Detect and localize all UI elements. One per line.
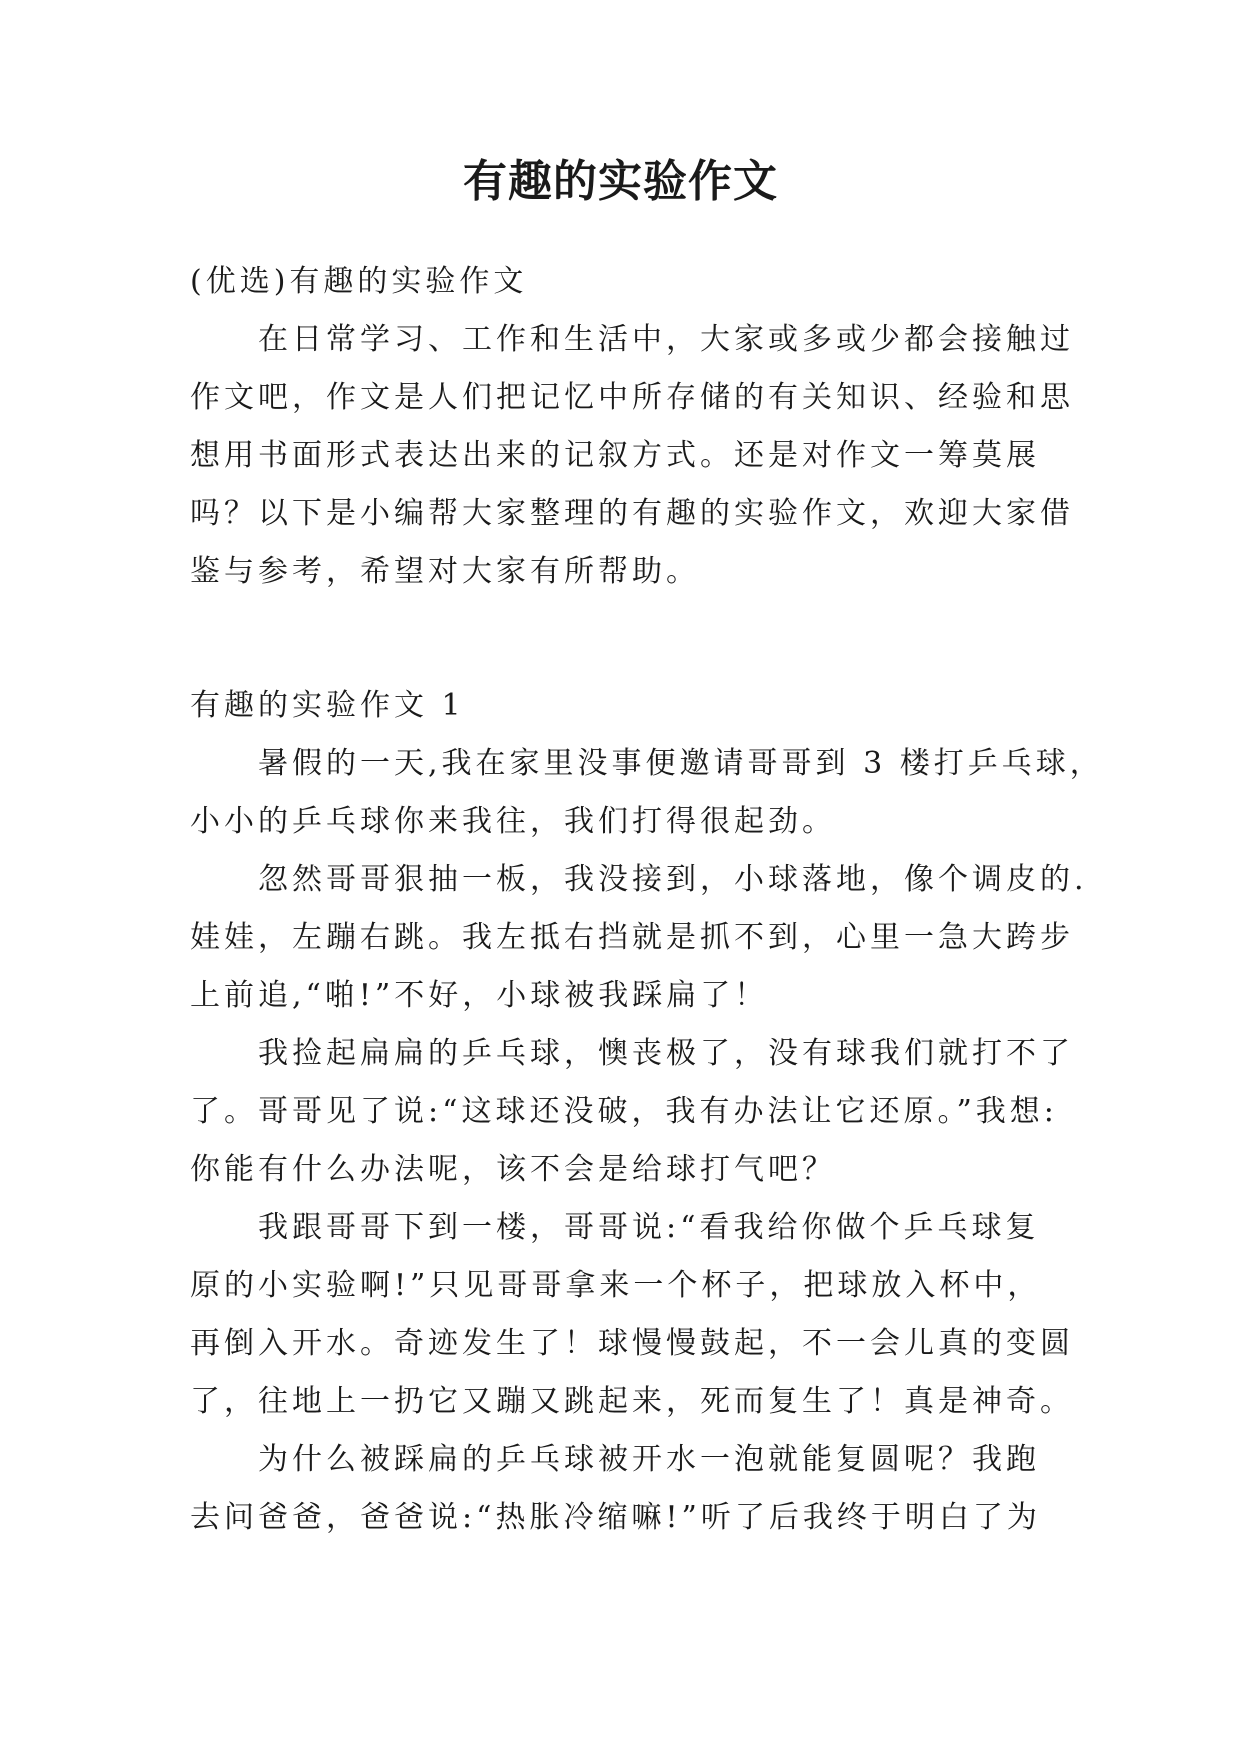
body-line: 忽然哥哥狠抽一板，我没接到，小球落地，像个调皮的. [258, 862, 1088, 897]
body-line: 娃娃，左蹦右跳。我左抵右挡就是抓不到，心里一急大跨步 [190, 920, 1074, 955]
body-line: 我捡起扁扁的乒乓球，懊丧极了，没有球我们就打不了 [258, 1036, 1074, 1071]
intro-line: 想用书面形式表达出来的记叙方式。还是对作文一筹莫展 [190, 438, 1040, 473]
document-title: 有趣的实验作文 [463, 156, 778, 207]
body-line: 原的小实验啊!”只见哥哥拿来一个杯子，把球放入杯中， [190, 1268, 1042, 1303]
document-subtitle: (优选)有趣的实验作文 [190, 264, 528, 299]
body-line: 去问爸爸，爸爸说:“热胀冷缩嘛!”听了后我终于明白了为 [190, 1500, 1041, 1535]
intro-line: 吗？以下是小编帮大家整理的有趣的实验作文，欢迎大家借 [190, 496, 1074, 531]
body-line: 暑假的一天,我在家里没事便邀请哥哥到 3 楼打乒乓球， [258, 746, 1104, 781]
body-line: 为什么被踩扁的乒乓球被开水一泡就能复圆呢？我跑 [258, 1442, 1040, 1477]
intro-line: 鉴与参考，希望对大家有所帮助。 [190, 554, 700, 589]
body-line: 再倒入开水。奇迹发生了！球慢慢鼓起，不一会儿真的变圆 [190, 1326, 1074, 1361]
body-line: 小小的乒乓球你来我往，我们打得很起劲。 [190, 804, 836, 839]
body-line: 了。哥哥见了说:“这球还没破，我有办法让它还原。”我想: [190, 1094, 1058, 1129]
body-line: 了，往地上一扔它又蹦又跳起来，死而复生了！真是神奇。 [190, 1384, 1074, 1419]
section-heading: 有趣的实验作文 1 [190, 688, 465, 723]
body-line: 我跟哥哥下到一楼，哥哥说:“看我给你做个乒乓球复 [258, 1210, 1040, 1245]
body-line: 你能有什么办法呢，该不会是给球打气吧？ [190, 1152, 836, 1187]
body-line: 上前追,“啪!”不好，小球被我踩扁了！ [190, 978, 769, 1013]
intro-line: 作文吧，作文是人们把记忆中所存储的有关知识、经验和思 [190, 380, 1074, 415]
intro-line: 在日常学习、工作和生活中，大家或多或少都会接触过 [258, 322, 1074, 357]
